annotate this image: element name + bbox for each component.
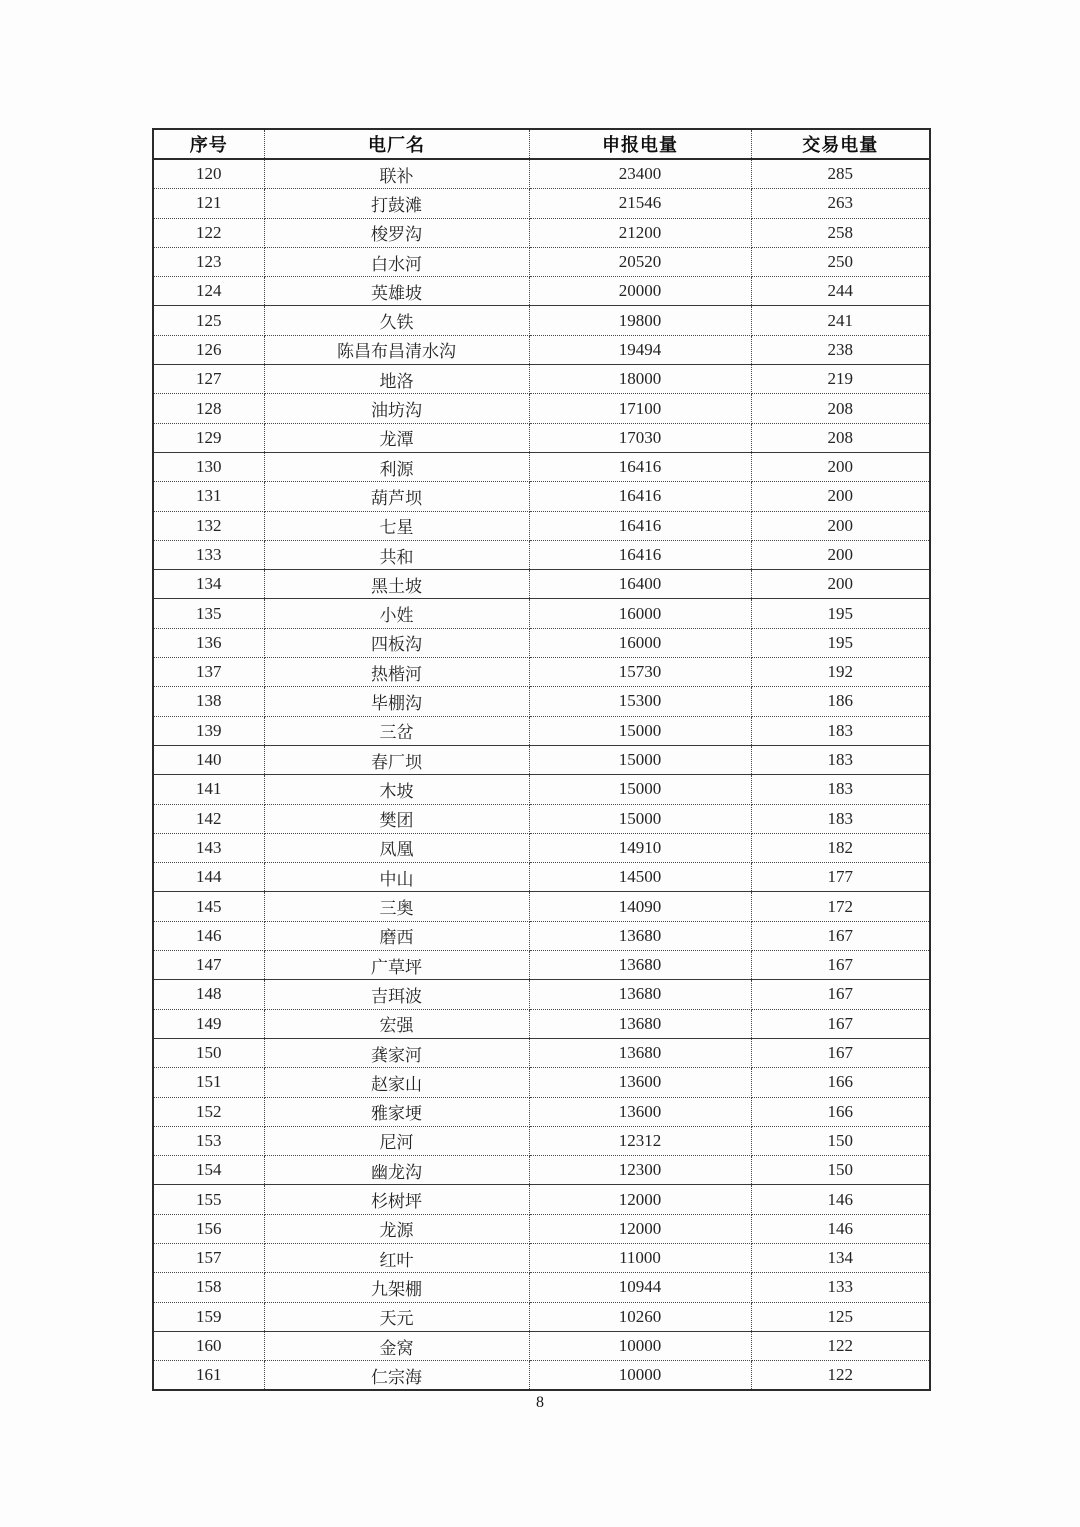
table-row: [153, 1185, 930, 1214]
power-plant-table: [152, 128, 931, 1391]
table-row: [153, 306, 930, 335]
cell-traded-energy: 200: [751, 540, 930, 569]
cell-plant-name: 樊团: [264, 804, 529, 833]
cell-serial: 138: [153, 687, 264, 716]
column-header-traded-energy: 交易电量: [751, 129, 930, 159]
cell-serial: 132: [153, 511, 264, 540]
table-row: [153, 804, 930, 833]
cell-traded-energy: 195: [751, 599, 930, 628]
table-row: [153, 1038, 930, 1067]
cell-plant-name: 广草坪: [264, 951, 529, 980]
cell-plant-name: 联补: [264, 159, 529, 189]
cell-serial: 153: [153, 1126, 264, 1155]
table-row: [153, 892, 930, 921]
table-row: [153, 1331, 930, 1360]
header-row: [153, 129, 930, 159]
table-row: [153, 1243, 930, 1272]
cell-traded-energy: 146: [751, 1185, 930, 1214]
cell-traded-energy: 183: [751, 716, 930, 745]
cell-serial: 155: [153, 1185, 264, 1214]
table-row: [153, 570, 930, 599]
cell-declared-energy: 15000: [529, 745, 751, 774]
cell-traded-energy: 241: [751, 306, 930, 335]
cell-serial: 123: [153, 247, 264, 276]
table-row: [153, 1009, 930, 1038]
cell-traded-energy: 263: [751, 189, 930, 218]
cell-serial: 136: [153, 628, 264, 657]
cell-declared-energy: 15000: [529, 716, 751, 745]
cell-plant-name: 杉树坪: [264, 1185, 529, 1214]
cell-serial: 156: [153, 1214, 264, 1243]
column-header-serial: 序号: [153, 129, 264, 159]
cell-declared-energy: 16000: [529, 599, 751, 628]
cell-serial: 144: [153, 863, 264, 892]
cell-declared-energy: 10000: [529, 1361, 751, 1391]
cell-plant-name: 打鼓滩: [264, 189, 529, 218]
cell-plant-name: 小姓: [264, 599, 529, 628]
cell-declared-energy: 12000: [529, 1185, 751, 1214]
cell-declared-energy: 13600: [529, 1097, 751, 1126]
cell-plant-name: 陈昌布昌清水沟: [264, 335, 529, 364]
table-row: [153, 599, 930, 628]
cell-declared-energy: 13680: [529, 1038, 751, 1067]
cell-serial: 151: [153, 1068, 264, 1097]
table-row: [153, 423, 930, 452]
cell-declared-energy: 16416: [529, 482, 751, 511]
cell-declared-energy: 19800: [529, 306, 751, 335]
table-row: [153, 189, 930, 218]
cell-traded-energy: 195: [751, 628, 930, 657]
cell-serial: 152: [153, 1097, 264, 1126]
cell-declared-energy: 21546: [529, 189, 751, 218]
cell-declared-energy: 16416: [529, 540, 751, 569]
cell-declared-energy: 13680: [529, 1009, 751, 1038]
cell-declared-energy: 10944: [529, 1273, 751, 1302]
cell-plant-name: 葫芦坝: [264, 482, 529, 511]
cell-traded-energy: 125: [751, 1302, 930, 1331]
cell-traded-energy: 167: [751, 1038, 930, 1067]
cell-traded-energy: 183: [751, 745, 930, 774]
cell-declared-energy: 15000: [529, 804, 751, 833]
cell-declared-energy: 17030: [529, 423, 751, 452]
cell-traded-energy: 166: [751, 1068, 930, 1097]
cell-plant-name: 三岔: [264, 716, 529, 745]
cell-declared-energy: 16000: [529, 628, 751, 657]
cell-plant-name: 宏强: [264, 1009, 529, 1038]
cell-traded-energy: 177: [751, 863, 930, 892]
cell-serial: 141: [153, 775, 264, 804]
cell-declared-energy: 20520: [529, 247, 751, 276]
cell-plant-name: 红叶: [264, 1243, 529, 1272]
cell-traded-energy: 183: [751, 804, 930, 833]
table-row: [153, 628, 930, 657]
table-row: [153, 980, 930, 1009]
cell-plant-name: 春厂坝: [264, 745, 529, 774]
table-row: [153, 1126, 930, 1155]
cell-serial: 140: [153, 745, 264, 774]
cell-plant-name: 雅家埂: [264, 1097, 529, 1126]
cell-declared-energy: 14910: [529, 833, 751, 862]
cell-serial: 147: [153, 951, 264, 980]
cell-traded-energy: 258: [751, 218, 930, 247]
cell-traded-energy: 122: [751, 1331, 930, 1360]
cell-serial: 154: [153, 1156, 264, 1185]
cell-traded-energy: 219: [751, 365, 930, 394]
cell-plant-name: 地洛: [264, 365, 529, 394]
cell-declared-energy: 13680: [529, 921, 751, 950]
cell-serial: 120: [153, 159, 264, 189]
cell-traded-energy: 183: [751, 775, 930, 804]
table-row: [153, 218, 930, 247]
cell-declared-energy: 21200: [529, 218, 751, 247]
cell-plant-name: 黑土坡: [264, 570, 529, 599]
cell-serial: 121: [153, 189, 264, 218]
cell-declared-energy: 13600: [529, 1068, 751, 1097]
table-row: [153, 687, 930, 716]
table-row: [153, 1361, 930, 1391]
table-row: [153, 1302, 930, 1331]
cell-traded-energy: 200: [751, 511, 930, 540]
cell-serial: 128: [153, 394, 264, 423]
cell-serial: 124: [153, 277, 264, 306]
table-row: [153, 775, 930, 804]
cell-plant-name: 龙潭: [264, 423, 529, 452]
table-row: [153, 482, 930, 511]
cell-declared-energy: 10260: [529, 1302, 751, 1331]
table-row: [153, 540, 930, 569]
cell-traded-energy: 186: [751, 687, 930, 716]
table-row: [153, 511, 930, 540]
cell-plant-name: 利源: [264, 452, 529, 481]
cell-traded-energy: 167: [751, 951, 930, 980]
cell-plant-name: 共和: [264, 540, 529, 569]
cell-declared-energy: 17100: [529, 394, 751, 423]
cell-serial: 143: [153, 833, 264, 862]
cell-serial: 142: [153, 804, 264, 833]
cell-declared-energy: 12300: [529, 1156, 751, 1185]
table-row: [153, 716, 930, 745]
cell-traded-energy: 192: [751, 658, 930, 687]
cell-serial: 126: [153, 335, 264, 364]
table-row: [153, 1273, 930, 1302]
cell-serial: 146: [153, 921, 264, 950]
table-row: [153, 1214, 930, 1243]
page-number: 8: [536, 1394, 544, 1411]
cell-plant-name: 尼河: [264, 1126, 529, 1155]
cell-traded-energy: 167: [751, 921, 930, 950]
table-row: [153, 394, 930, 423]
cell-declared-energy: 14500: [529, 863, 751, 892]
cell-plant-name: 中山: [264, 863, 529, 892]
cell-traded-energy: 146: [751, 1214, 930, 1243]
cell-declared-energy: 13680: [529, 951, 751, 980]
cell-serial: 122: [153, 218, 264, 247]
table-row: [153, 1097, 930, 1126]
cell-plant-name: 热楷河: [264, 658, 529, 687]
cell-serial: 150: [153, 1038, 264, 1067]
cell-serial: 145: [153, 892, 264, 921]
cell-serial: 158: [153, 1273, 264, 1302]
cell-plant-name: 凤凰: [264, 833, 529, 862]
cell-serial: 137: [153, 658, 264, 687]
cell-serial: 139: [153, 716, 264, 745]
table-row: [153, 833, 930, 862]
cell-serial: 133: [153, 540, 264, 569]
cell-declared-energy: 12000: [529, 1214, 751, 1243]
cell-serial: 161: [153, 1361, 264, 1391]
cell-declared-energy: 15730: [529, 658, 751, 687]
cell-declared-energy: 19494: [529, 335, 751, 364]
cell-serial: 129: [153, 423, 264, 452]
cell-plant-name: 龙源: [264, 1214, 529, 1243]
cell-plant-name: 梭罗沟: [264, 218, 529, 247]
cell-declared-energy: 13680: [529, 980, 751, 1009]
table-row: [153, 1156, 930, 1185]
cell-traded-energy: 200: [751, 482, 930, 511]
column-header-declared-energy: 申报电量: [529, 129, 751, 159]
cell-declared-energy: 18000: [529, 365, 751, 394]
cell-plant-name: 金窝: [264, 1331, 529, 1360]
cell-declared-energy: 11000: [529, 1243, 751, 1272]
cell-serial: 127: [153, 365, 264, 394]
cell-declared-energy: 16400: [529, 570, 751, 599]
cell-traded-energy: 200: [751, 452, 930, 481]
cell-plant-name: 木坡: [264, 775, 529, 804]
cell-declared-energy: 23400: [529, 159, 751, 189]
table-row: [153, 335, 930, 364]
table-body: [153, 159, 930, 1390]
table-row: [153, 921, 930, 950]
cell-declared-energy: 12312: [529, 1126, 751, 1155]
table-header: [153, 129, 930, 159]
cell-plant-name: 四板沟: [264, 628, 529, 657]
cell-serial: 135: [153, 599, 264, 628]
cell-traded-energy: 200: [751, 570, 930, 599]
table-row: [153, 452, 930, 481]
cell-traded-energy: 167: [751, 980, 930, 1009]
cell-plant-name: 油坊沟: [264, 394, 529, 423]
cell-serial: 131: [153, 482, 264, 511]
column-header-plant-name: 电厂名: [264, 129, 529, 159]
cell-plant-name: 七星: [264, 511, 529, 540]
cell-plant-name: 九架棚: [264, 1273, 529, 1302]
table-row: [153, 159, 930, 189]
cell-traded-energy: 182: [751, 833, 930, 862]
cell-declared-energy: 16416: [529, 452, 751, 481]
cell-declared-energy: 10000: [529, 1331, 751, 1360]
cell-declared-energy: 15000: [529, 775, 751, 804]
cell-plant-name: 天元: [264, 1302, 529, 1331]
cell-serial: 160: [153, 1331, 264, 1360]
cell-plant-name: 龚家河: [264, 1038, 529, 1067]
cell-traded-energy: 134: [751, 1243, 930, 1272]
table-row: [153, 365, 930, 394]
cell-traded-energy: 133: [751, 1273, 930, 1302]
cell-traded-energy: 244: [751, 277, 930, 306]
cell-traded-energy: 285: [751, 159, 930, 189]
cell-plant-name: 吉珥波: [264, 980, 529, 1009]
cell-traded-energy: 208: [751, 423, 930, 452]
cell-plant-name: 磨西: [264, 921, 529, 950]
table-row: [153, 951, 930, 980]
cell-plant-name: 赵家山: [264, 1068, 529, 1097]
cell-plant-name: 英雄坡: [264, 277, 529, 306]
cell-serial: 134: [153, 570, 264, 599]
cell-traded-energy: 238: [751, 335, 930, 364]
cell-serial: 125: [153, 306, 264, 335]
cell-declared-energy: 15300: [529, 687, 751, 716]
cell-declared-energy: 20000: [529, 277, 751, 306]
cell-plant-name: 久铁: [264, 306, 529, 335]
cell-traded-energy: 122: [751, 1361, 930, 1391]
cell-traded-energy: 150: [751, 1156, 930, 1185]
table-row: [153, 745, 930, 774]
cell-traded-energy: 166: [751, 1097, 930, 1126]
cell-serial: 157: [153, 1243, 264, 1272]
cell-declared-energy: 14090: [529, 892, 751, 921]
cell-serial: 148: [153, 980, 264, 1009]
cell-traded-energy: 208: [751, 394, 930, 423]
cell-serial: 159: [153, 1302, 264, 1331]
cell-plant-name: 仁宗海: [264, 1361, 529, 1391]
table-row: [153, 658, 930, 687]
cell-traded-energy: 172: [751, 892, 930, 921]
table-row: [153, 247, 930, 276]
cell-plant-name: 白水河: [264, 247, 529, 276]
cell-serial: 130: [153, 452, 264, 481]
table-row: [153, 277, 930, 306]
cell-serial: 149: [153, 1009, 264, 1038]
table-row: [153, 863, 930, 892]
cell-plant-name: 毕棚沟: [264, 687, 529, 716]
table-row: [153, 1068, 930, 1097]
cell-plant-name: 三奥: [264, 892, 529, 921]
cell-declared-energy: 16416: [529, 511, 751, 540]
cell-traded-energy: 250: [751, 247, 930, 276]
cell-traded-energy: 150: [751, 1126, 930, 1155]
cell-plant-name: 幽龙沟: [264, 1156, 529, 1185]
cell-traded-energy: 167: [751, 1009, 930, 1038]
